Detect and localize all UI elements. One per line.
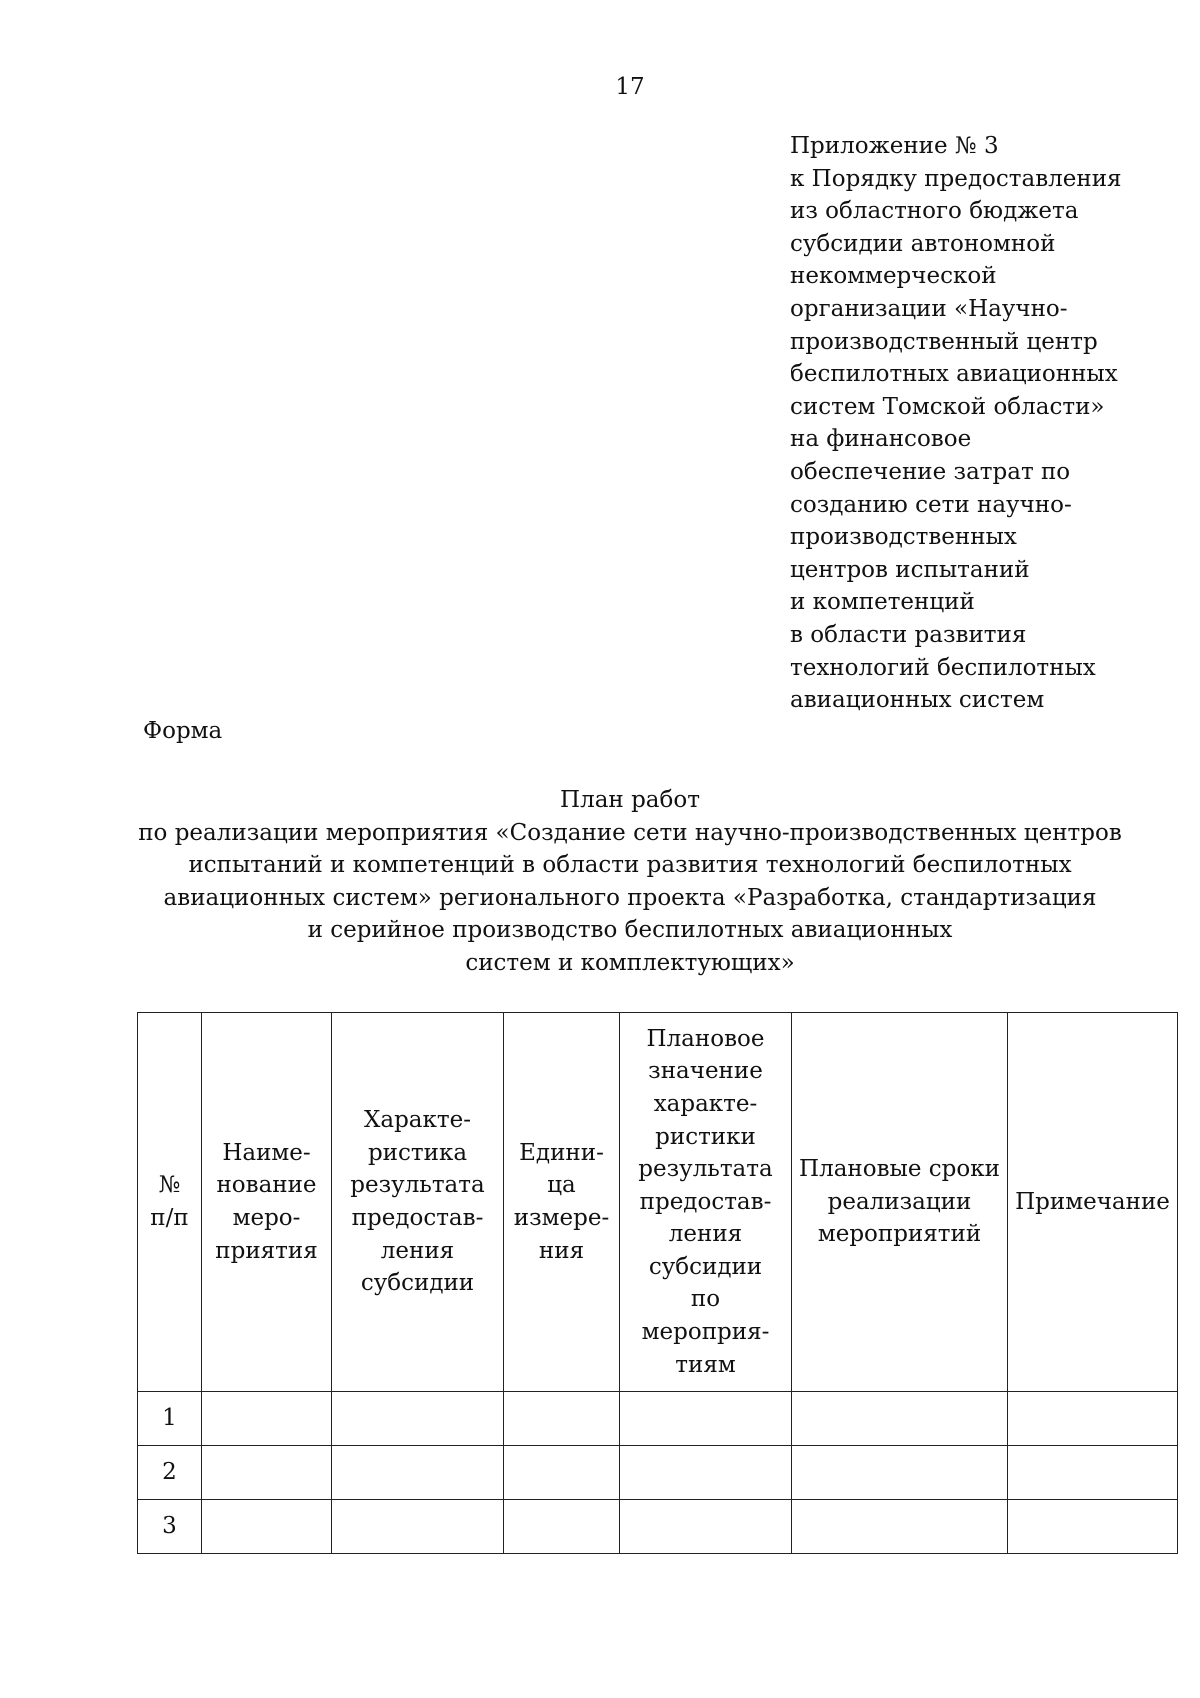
plan-title-line: и серийное производство беспилотных авиационных — [307, 917, 953, 944]
table-cell — [792, 1500, 1008, 1554]
appendix-line: обеспечение затрат по — [790, 458, 1071, 485]
table-cell — [332, 1500, 504, 1554]
appendix-block — [790, 130, 1190, 717]
plan-title-line: систем и комплектующих» — [465, 949, 795, 976]
header-event-name: Наиме- нование меро- приятия — [202, 1013, 332, 1392]
table-row — [138, 1446, 1178, 1500]
table-cell — [620, 1500, 792, 1554]
appendix-line: производственных — [790, 524, 1017, 551]
table-cell — [202, 1500, 332, 1554]
form-label: Форма — [143, 718, 223, 744]
appendix-line: производственный центр — [790, 328, 1098, 355]
table-cell — [202, 1392, 332, 1446]
table-cell — [332, 1392, 504, 1446]
table-cell — [332, 1446, 504, 1500]
plan-title-line: испытаний и компетенций в области развития технологий беспилотных — [188, 852, 1072, 879]
appendix-line: и компетенций — [790, 589, 975, 616]
plan-title-line: по реализации мероприятия «Создание сети научно-производственных центров — [138, 819, 1122, 846]
table-cell: 2 — [138, 1446, 202, 1500]
table-cell — [620, 1446, 792, 1500]
appendix-line: Приложение № 3 — [790, 133, 999, 159]
header-planned-dates: Плановые сроки реализации мероприятий — [792, 1013, 1008, 1392]
table-row — [138, 1392, 1178, 1446]
appendix-line: созданию сети научно- — [790, 491, 1072, 518]
table-cell — [1008, 1392, 1178, 1446]
plan-title-line: авиационных систем» регионального проекта «Разработка, стандартизация — [163, 884, 1097, 911]
header-number: № п/п — [138, 1013, 202, 1392]
table-cell: 1 — [138, 1392, 202, 1446]
appendix-line: некоммерческой — [790, 263, 997, 290]
table-cell — [792, 1392, 1008, 1446]
appendix-line: к Порядку предоставления — [790, 165, 1122, 192]
appendix-line: авиационных систем — [790, 687, 1045, 714]
appendix-line: беспилотных авиационных — [790, 361, 1118, 388]
table-cell — [792, 1446, 1008, 1500]
table-cell — [202, 1446, 332, 1500]
table-cell — [620, 1392, 792, 1446]
page-number: 17 — [615, 74, 645, 100]
appendix-line: центров испытаний — [790, 556, 1030, 583]
header-note: Примечание — [1008, 1013, 1178, 1392]
table-cell — [1008, 1500, 1178, 1554]
table-cell: 3 — [138, 1500, 202, 1554]
table-cell — [504, 1446, 620, 1500]
appendix-line: в области развития — [790, 621, 1027, 648]
plan-title — [60, 784, 1200, 980]
plan-table — [137, 1012, 1178, 1554]
table-cell — [1008, 1446, 1178, 1500]
appendix-line: субсидии автономной — [790, 230, 1056, 257]
plan-title-line: План работ — [560, 787, 700, 813]
table-header-row — [138, 1013, 1178, 1392]
table-cell — [504, 1392, 620, 1446]
appendix-line: систем Томской области» — [790, 393, 1105, 420]
header-result-characteristic: Характе- ристика результата предостав- ления субсидии — [332, 1013, 504, 1392]
appendix-line: организации «Научно- — [790, 295, 1068, 322]
table-row — [138, 1500, 1178, 1554]
appendix-line: технологий беспилотных — [790, 654, 1096, 681]
appendix-line: из областного бюджета — [790, 198, 1079, 225]
header-unit: Едини- ца измере- ния — [504, 1013, 620, 1392]
table-cell — [504, 1500, 620, 1554]
header-planned-value: Плановое значение характе- ристики результата предостав- ления субсидии по мероприя- тиям — [620, 1013, 792, 1392]
appendix-line: на финансовое — [790, 426, 972, 453]
